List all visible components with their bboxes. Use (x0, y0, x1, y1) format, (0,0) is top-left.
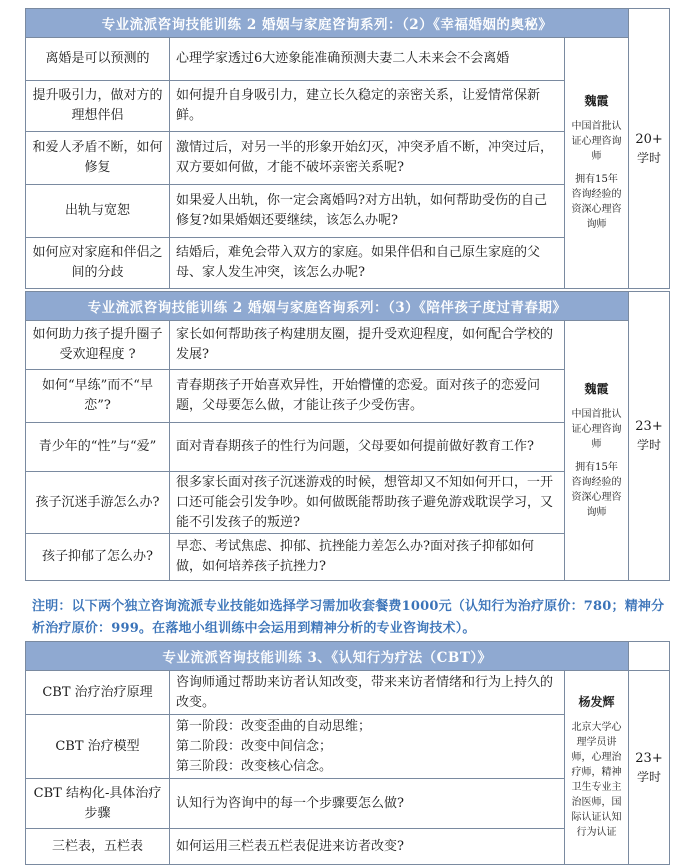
teacher-cell (565, 671, 629, 865)
teacher-name: 魏霞 (584, 94, 609, 108)
topic-cell: 离婚是可以预测的 (26, 38, 170, 81)
teacher-experience: 拥有15年咨询经验的资深心理咨询师 (571, 174, 622, 230)
desc-cell: 面对青春期孩子的性行为问题，父母要如何提前做好教育工作? (170, 423, 565, 472)
topic-cell: 如何助力孩子提升圈子受欢迎程度 ? (26, 321, 170, 370)
section-header (26, 9, 670, 38)
topic-cell: 如何“早练”而不“早恋”? (26, 370, 170, 423)
hours-unit: 学时 (636, 438, 661, 452)
hours-cell (629, 292, 670, 581)
teacher-cell (565, 321, 629, 581)
topic-cell: 三栏表，五栏表 (26, 829, 170, 865)
teacher-credential: 中国首批认证心理咨询师 (571, 121, 622, 162)
table-row (26, 321, 670, 370)
topic-cell: 出轨与宽恕 (26, 185, 170, 238)
desc-cell: 结婚后，难免会带入双方的家庭。如果伴侣和自己原生家庭的父母、家人发生冲突，该怎么办呢? (170, 238, 565, 289)
stage-line: 第一阶段：改变歪曲的自动思维； (176, 718, 372, 734)
section-title: 专业流派咨询技能训练 2 婚姻与家庭咨询系列：（2）《幸福婚姻的奥秘》 (26, 9, 629, 38)
section-title: 专业流派咨询技能训练 2 婚姻与家庭咨询系列：（3）《陪伴孩子度过青春期》 (26, 292, 629, 321)
teacher-name: 魏霞 (584, 381, 609, 396)
teacher-credential: 中国首批认证心理咨询师 (571, 408, 622, 450)
desc-cell: 咨询师通过帮助来访者认知改变，带来来访者情绪和行为上持久的改变。 (170, 671, 565, 715)
topic-cell: 和爱人矛盾不断，如何修复 (26, 132, 170, 185)
desc-cell: 激情过后，对另一半的形象开始幻灭，冲突矛盾不断，冲突过后，双方要如何做，才能不破坏亲密关系呢? (170, 132, 565, 185)
course-table-cbt (25, 641, 670, 865)
section-title: 专业流派咨询技能训练 3、《认知行为疗法（CBT）》 (26, 642, 629, 671)
topic-cell: CBT 治疗模型 (26, 715, 170, 779)
teacher-name: 杨发辉 (578, 695, 615, 709)
topic-cell: 孩子沉迷手游怎么办? (26, 472, 170, 534)
stage-line: 第三阶段：改变核心信念。 (176, 758, 333, 774)
topic-cell: CBT 治疗治疗原理 (26, 671, 170, 715)
teacher-cell (565, 38, 629, 289)
table-row (26, 38, 670, 81)
table-row (26, 671, 670, 715)
desc-cell: 如何运用三栏表五栏表促进来访者改变? (170, 829, 565, 865)
desc-cell: 很多家长面对孩子沉迷游戏的时候，想管却又不知如何开口，一开口还可能会引发争吵。如何做既能帮助孩子避免游戏耽误学习，又能不引发孩子的叛逆? (170, 472, 565, 534)
hours-value: 23+ (635, 419, 663, 434)
topic-cell: 孩子抑郁了怎么办? (26, 534, 170, 581)
desc-cell (170, 715, 565, 779)
hours-cell (629, 9, 670, 289)
hours-cell (629, 671, 670, 865)
desc-cell: 心理学家透过6大迹象能准确预测夫妻二人未来会不会离婚 (170, 38, 565, 81)
teacher-credential: 北京大学心理学员讲师，心理治疗师，精神卫生专业主治医师，国际认证认知行为认证 (571, 722, 622, 838)
desc-cell: 青春期孩子开始喜欢异性，开始懵懂的恋爱。面对孩子的恋爱问题，父母要怎么做，才能让孩子少受伤害。 (170, 370, 565, 423)
topic-cell: 青少年的“性”与“爱” (26, 423, 170, 472)
topic-cell: 如何应对家庭和伴侣之间的分歧 (26, 238, 170, 289)
topic-cell: CBT 结构化-具体治疗步骤 (26, 779, 170, 829)
course-table-adolescence (25, 291, 670, 581)
hours-value: 23+ (635, 750, 663, 766)
section-header (26, 292, 670, 321)
desc-cell: 早恋、考试焦虑、抑郁、抗挫能力差怎么办?面对孩子抑郁如何做，如何培养孩子抗挫力? (170, 534, 565, 581)
desc-cell: 认知行为咨询中的每一个步骤要怎么做? (170, 779, 565, 829)
course-table-marriage (25, 8, 670, 289)
hours-unit: 学时 (636, 769, 661, 784)
hours-value: 20+ (635, 131, 663, 147)
desc-cell: 如果爱人出轨，你一定会离婚吗?对方出轨，如何帮助受伤的自己修复?如果婚姻还要继续，该怎么办呢? (170, 185, 565, 238)
section-header (26, 642, 670, 671)
desc-cell: 家长如何帮助孩子构建朋友圈，提升受欢迎程度，如何配合学校的发展? (170, 321, 565, 370)
teacher-experience: 拥有15年咨询经验的资深心理咨询师 (571, 461, 622, 518)
desc-cell: 如何提升自身吸引力，建立长久稳定的亲密关系，让爱情常保新鲜。 (170, 81, 565, 132)
stage-line: 第二阶段：改变中间信念； (176, 738, 333, 754)
hours-unit: 学时 (637, 150, 662, 165)
pricing-note: 注明：以下两个独立咨询流派专业技能如选择学习需加收套餐费1000元（认知行为治疗原价：780；精神分析治疗原价：999。在落地小组训练中会运用到精神分析的专业咨询技术）。 (32, 599, 665, 636)
topic-cell: 提升吸引力，做对方的理想伴侣 (26, 81, 170, 132)
